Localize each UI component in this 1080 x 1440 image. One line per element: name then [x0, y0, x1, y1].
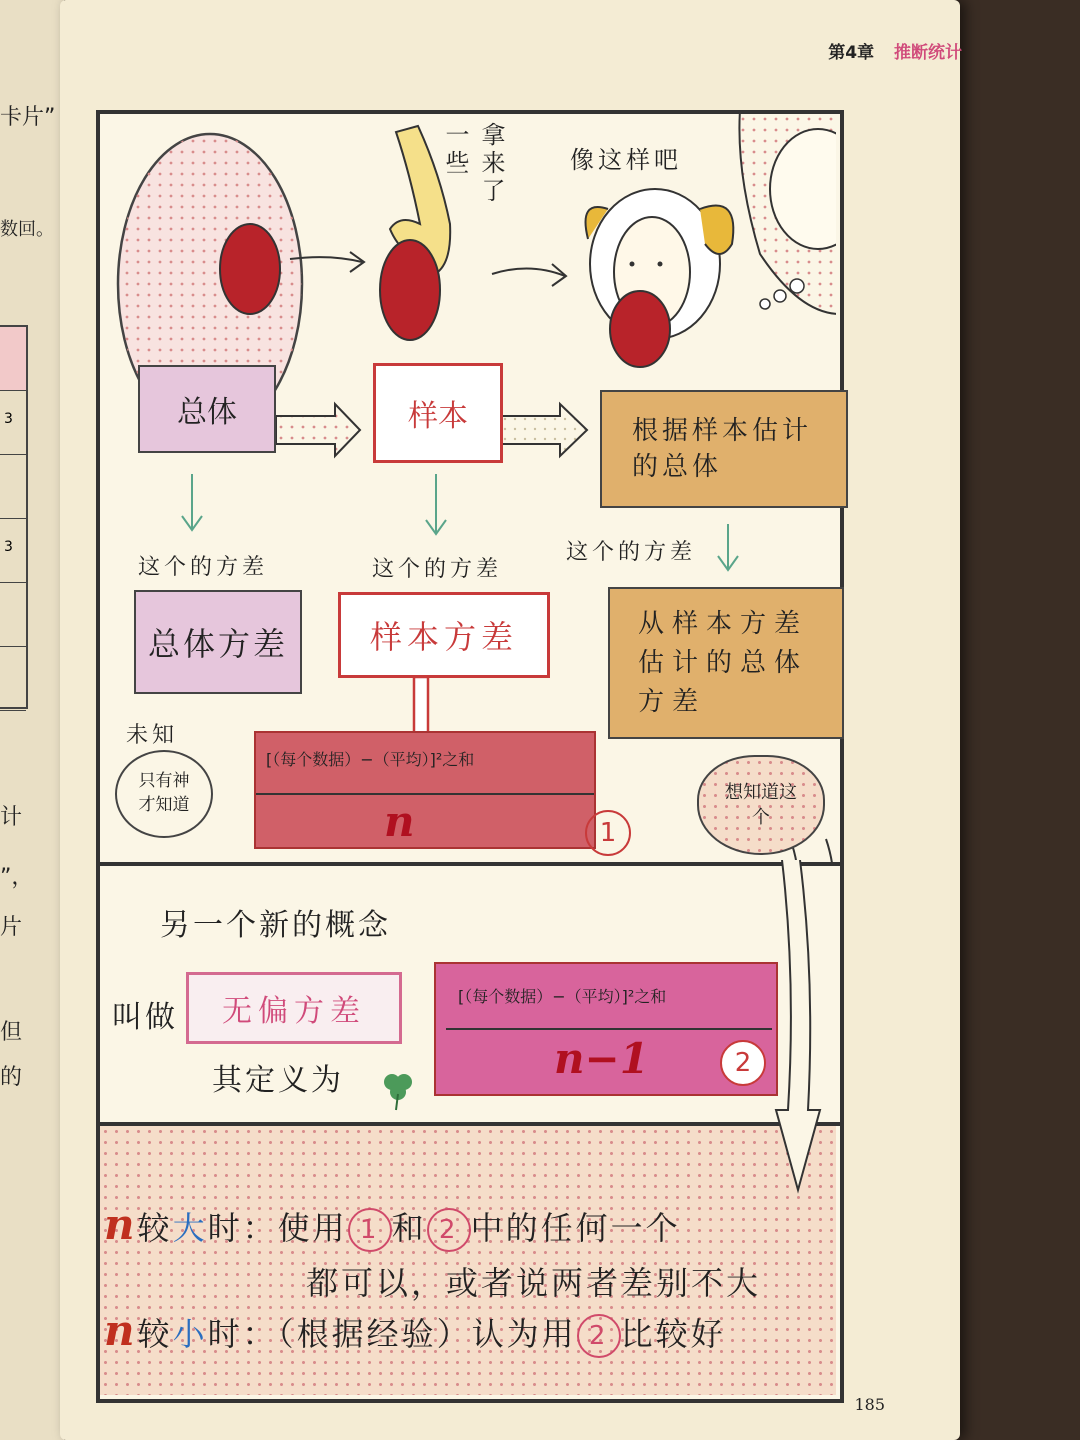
large-word: 大	[172, 1209, 208, 1247]
formula-1-numerator: [（每个数据）−（平均）]²之和	[266, 750, 475, 769]
estimated-population-box: 根据样本估计的总体	[600, 390, 848, 508]
new-concept-text: 另一个新的概念	[160, 908, 391, 943]
sample-box: 样本	[373, 363, 503, 463]
large-n-line	[104, 1200, 681, 1252]
long-arrow	[760, 860, 840, 1200]
n-symbol: n	[104, 1306, 138, 1355]
page-header	[828, 38, 962, 63]
unknown-label: 未知	[126, 723, 179, 748]
formula-1	[254, 731, 596, 849]
formula-1-denominator: n	[384, 797, 415, 846]
small-n-line	[104, 1306, 726, 1358]
variance-label-3: 这个的方差	[566, 540, 697, 565]
panel-divider-1	[96, 862, 844, 866]
text: 时：（根据经验）认为用	[207, 1315, 577, 1353]
fraction-line	[446, 1028, 772, 1030]
left-fragment: ”，	[0, 865, 34, 890]
left-table-cell: 3	[0, 519, 26, 583]
left-table-cell	[0, 455, 26, 519]
page-number: 185	[854, 1395, 885, 1414]
formula-1-index: 1	[585, 810, 631, 856]
left-table	[0, 325, 28, 709]
left-fragment: 卡片”	[0, 105, 56, 130]
unbiased-variance-box: 无偏方差	[186, 972, 402, 1044]
n-symbol: n	[104, 1200, 138, 1249]
sample-variance-box: 样本方差	[338, 592, 550, 678]
left-table-cell	[0, 327, 26, 391]
chapter-label: 第4章	[828, 43, 875, 63]
text: 较	[137, 1315, 173, 1353]
left-fragment: 片	[0, 915, 23, 940]
ref-2: 2	[427, 1208, 471, 1252]
text: 比较好	[620, 1315, 726, 1353]
take-some-label-2: 拿来了	[477, 122, 505, 206]
formula-2-denominator: n−1	[554, 1034, 649, 1083]
variance-label-1: 这个的方差	[138, 555, 269, 580]
arrow-population-to-sample	[276, 404, 360, 456]
want-to-know-bubble: 想知道这个	[697, 755, 825, 855]
estimated-variance-box: 从样本方差估计的总体方差	[608, 587, 844, 739]
chapter-title: 推断统计	[894, 43, 962, 63]
only-god-knows-bubble: 只有神才知道	[115, 750, 213, 838]
text: 时：使用	[207, 1209, 348, 1247]
take-some-label: 一些	[441, 122, 469, 178]
variance-label-2: 这个的方差	[372, 557, 503, 582]
either-text: 都可以，或者说两者差别不大	[306, 1264, 762, 1302]
left-table-cell: 3	[0, 391, 26, 455]
left-fragment: 数回。	[0, 219, 54, 240]
small-word: 小	[172, 1315, 208, 1353]
defined-as-text: 其定义为	[212, 1063, 344, 1098]
text: 较	[137, 1209, 173, 1247]
like-this-label: 像这样吧	[570, 146, 682, 174]
formula-2-index: 2	[720, 1040, 766, 1086]
sample-red-part	[380, 240, 440, 340]
left-table-cell	[0, 647, 26, 711]
formula-2-numerator: [（每个数据）−（平均）]²之和	[458, 987, 667, 1006]
arrow-sample-to-estimate	[502, 404, 587, 456]
left-fragment: 的	[0, 1065, 23, 1090]
population-box: 总体	[138, 365, 276, 453]
population-variance-box: 总体方差	[134, 590, 302, 694]
population-red-part	[220, 224, 280, 314]
clover-icon	[378, 1068, 418, 1112]
left-fragment: 但	[0, 1020, 23, 1045]
called-text: 叫做	[112, 1000, 178, 1035]
fraction-line	[256, 793, 594, 795]
ref-1: 1	[348, 1208, 392, 1252]
left-table-cell	[0, 583, 26, 647]
text: 和	[391, 1209, 427, 1247]
left-page	[0, 0, 64, 1440]
left-fragment: 计	[0, 805, 23, 830]
ref-2: 2	[577, 1314, 621, 1358]
text: 中的任何一个	[470, 1209, 681, 1247]
